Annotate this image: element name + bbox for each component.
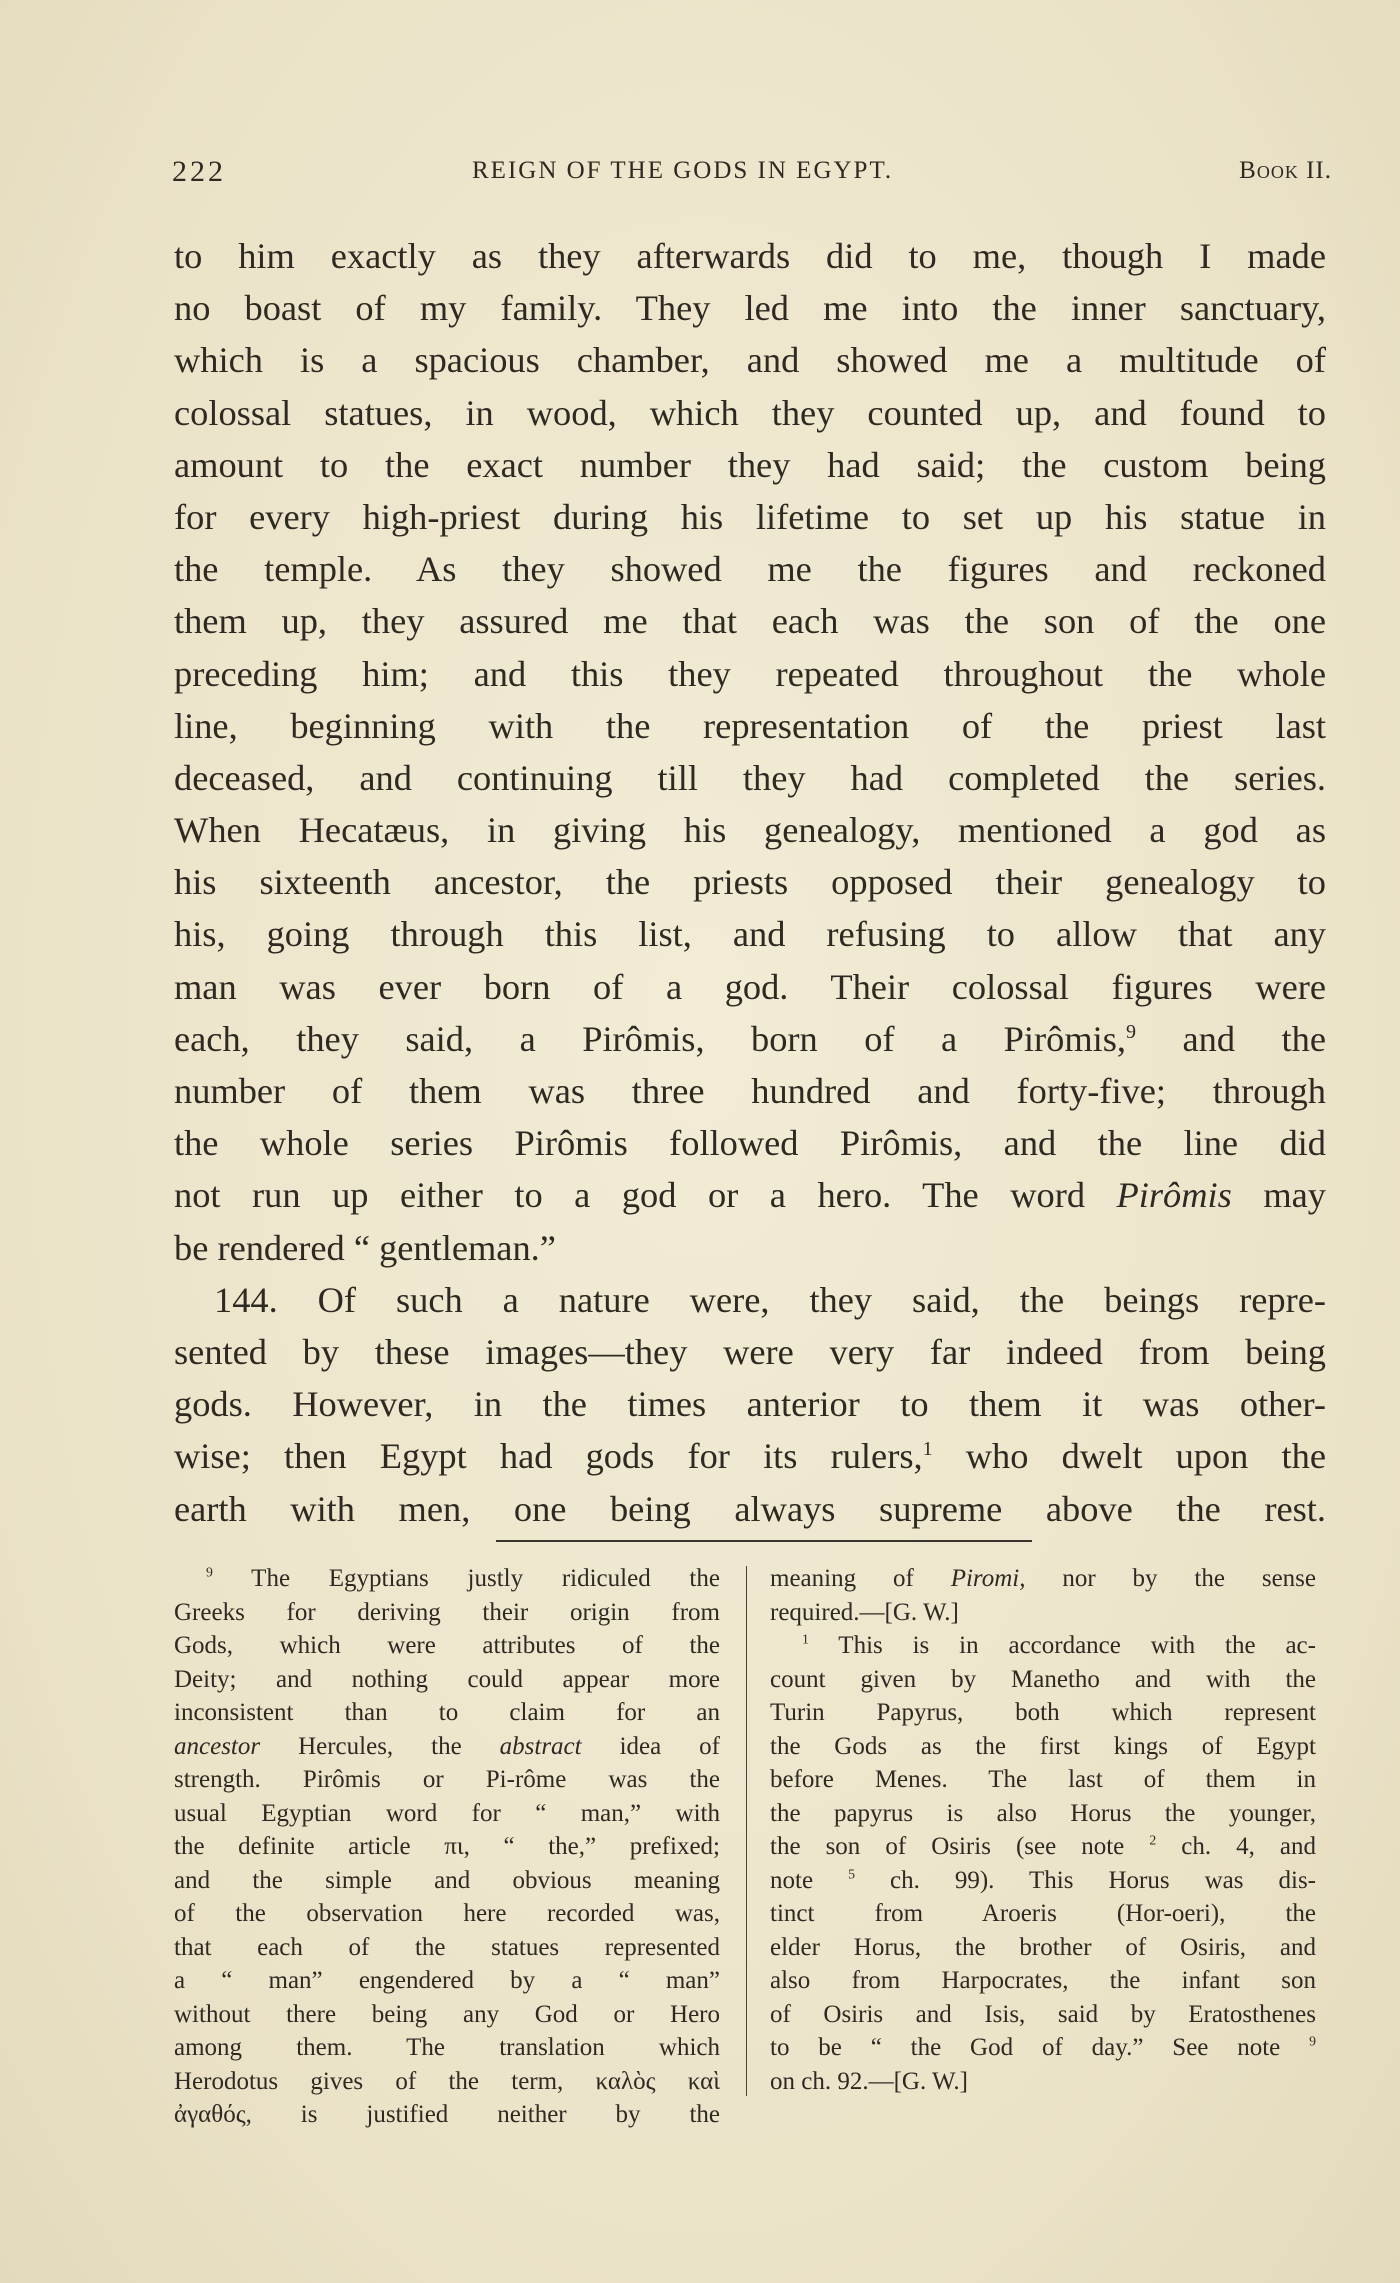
italic-term: abstract [499, 1732, 582, 1760]
line-text: Hercules, the [298, 1732, 462, 1760]
footnote-line: among them. The translation which [174, 2034, 720, 2061]
text-line: gods. However, in the times anterior to them it was other- [174, 1384, 1326, 1425]
line-text: wise; then Egypt had gods for its rulers, [174, 1436, 923, 1477]
line-text: the son of Osiris (see note [770, 1833, 1125, 1860]
footnote-line [770, 2031, 1316, 2065]
footnote-ref-9: 9 [1126, 1020, 1137, 1043]
footnote-column-left [174, 1562, 720, 2132]
line-tail: idea of [581, 1732, 721, 1760]
line-text: meaning of [770, 1565, 914, 1592]
footnote-line: elder Horus, the brother of Osiris, and [770, 1933, 1316, 1961]
footnote-line: usual Egyptian word for “ man,” with [174, 1799, 720, 1827]
footnote-line: Herodotus gives of the term, καλὸς καὶ [174, 2067, 720, 2095]
line-text: not run up either to a god or a hero. The word [174, 1175, 1086, 1216]
line-text: note [770, 1866, 814, 1894]
book-label: Book II. [1239, 157, 1332, 184]
footnotes [174, 1562, 1326, 2142]
text-line-with-note-ref [174, 1430, 1326, 1482]
line-text: each, they said, a Pirômis, born of a Pirômis, [174, 1018, 1126, 1059]
text-line: amount to the exact number they had said; the custom being [174, 444, 1326, 485]
footnote-line: of the observation here recorded was, [174, 1900, 720, 1927]
footnote-line: a “ man” engendered by a “ man” [174, 1967, 720, 1994]
footnote-line: of Osiris and Isis, said by Eratosthenes [770, 2000, 1316, 2028]
text-line: his sixteenth ancestor, the priests opposed their genealogy to [174, 862, 1326, 903]
footnote-rule [496, 1540, 1032, 1542]
footnote-line: inconsistent than to claim for an [174, 1699, 720, 1726]
text-line: sented by these images—they were very far indeed from being [174, 1331, 1326, 1372]
text-line: number of them was three hundred and forty-five; through [174, 1071, 1326, 1111]
text-line: his, going through this list, and refusing to allow that any [174, 914, 1326, 955]
text-line: be rendered “ gentleman.” [174, 1227, 556, 1268]
text-line: earth with men, one being always supreme above the rest. [174, 1488, 1326, 1529]
text-line: for every high-priest during his lifetime to set up his statue in [174, 496, 1326, 537]
footnote-marker-9: 9 [206, 1564, 213, 1580]
line-text: This is in accordance with the ac- [838, 1632, 1316, 1659]
line-tail: may [1231, 1175, 1326, 1216]
line-text: to be “ the God of day.” See note [770, 2034, 1281, 2061]
text-line: the whole series Pirômis followed Pirômis, and the line did [174, 1123, 1326, 1164]
footnote-marker-1: 1 [802, 1631, 809, 1647]
column-divider [746, 1566, 747, 2096]
footnote-line: ἀγαθός, is justified neither by the [174, 2101, 720, 2128]
footnote-line [770, 1864, 1316, 1898]
footnote-line: on ch. 92.—[G. W.] [770, 2067, 968, 2095]
line-tail: nor by the sense [1025, 1565, 1316, 1592]
footnote-line: also from Harpocrates, the infant son [770, 1967, 1316, 1994]
running-title: REIGN OF THE GODS IN EGYPT. [472, 157, 894, 184]
footnote-line: the definite article πι, “ the,” prefixed; [174, 1833, 720, 1860]
line-tail: and the [1136, 1018, 1326, 1059]
footnote-column-right [770, 1562, 1316, 2098]
footnote-line: Turin Papyrus, both which represent [770, 1699, 1316, 1726]
footnote-line: without there being any God or Hero [174, 2000, 720, 2028]
italic-term: ancestor [174, 1732, 261, 1760]
text-line: When Hecatæus, in giving his genealogy, mentioned a god as [174, 810, 1326, 851]
text-line-with-note-ref [174, 1013, 1326, 1065]
footnote-line [174, 1562, 720, 1596]
note-ref: 2 [1149, 1832, 1157, 1848]
text-line: which is a spacious chamber, and showed me a multitude of [174, 340, 1326, 381]
footnote-ref-1: 1 [922, 1438, 933, 1461]
line-tail: ch. 99). This Horus was dis- [854, 1866, 1317, 1894]
text-line: them up, they assured me that each was the son of the one [174, 601, 1326, 642]
footnote-line: that each of the statues represented [174, 1933, 720, 1961]
footnote-line: strength. Pirômis or Pi-rôme was the [174, 1766, 720, 1793]
footnote-line: Greeks for deriving their origin from [174, 1598, 720, 1626]
footnote-line: tinct from Aroeris (Hor-oeri), the [770, 1900, 1316, 1927]
text-line: preceding him; and this they repeated throughout the whole [174, 653, 1326, 694]
text-line: deceased, and continuing till they had completed the series. [174, 757, 1326, 798]
note-ref: 9 [1309, 2033, 1316, 2049]
text-line: colossal statues, in wood, which they counted up, and found to [174, 392, 1326, 433]
footnote-line: and the simple and obvious meaning [174, 1866, 720, 1894]
text-line: no boast of my family. They led me into the inner sanctuary, [174, 288, 1326, 329]
line-tail: ch. 4, and [1156, 1833, 1316, 1860]
footnote-line [770, 1562, 1316, 1596]
footnote-line [770, 1830, 1316, 1864]
footnote-line [770, 1629, 1316, 1663]
note-ref: 5 [848, 1866, 855, 1882]
italic-term: Piromi, [950, 1565, 1026, 1592]
footnote-line: the papyrus is also Horus the younger, [770, 1799, 1316, 1827]
text-line: to him exactly as they afterwards did to me, though I made [174, 236, 1326, 276]
italic-term: Pirômis [1116, 1175, 1232, 1216]
page-number: 222 [172, 155, 226, 188]
footnote-line: Gods, which were attributes of the [174, 1632, 720, 1659]
footnote-line [174, 1730, 720, 1764]
line-tail: who dwelt upon the [932, 1436, 1326, 1477]
main-text [174, 230, 1326, 1535]
footnote-line: before Menes. The last of them in [770, 1766, 1316, 1793]
page-header [172, 155, 1332, 199]
line-text: The Egyptians justly ridiculed the [251, 1565, 720, 1592]
text-line: the temple. As they showed me the figures and reckoned [174, 549, 1326, 590]
footnote-line: the Gods as the first kings of Egypt [770, 1732, 1316, 1760]
text-line-with-italic [174, 1169, 1326, 1221]
text-line: line, beginning with the representation of the priest last [174, 705, 1326, 746]
footnote-line: required.—[G. W.] [770, 1598, 959, 1626]
footnote-line: Deity; and nothing could appear more [174, 1665, 720, 1693]
text-line: man was ever born of a god. Their colossal figures were [174, 966, 1326, 1007]
footnote-line: count given by Manetho and with the [770, 1665, 1316, 1693]
section-144-start: 144. Of such a nature were, they said, the beings repre- [214, 1279, 1326, 1320]
